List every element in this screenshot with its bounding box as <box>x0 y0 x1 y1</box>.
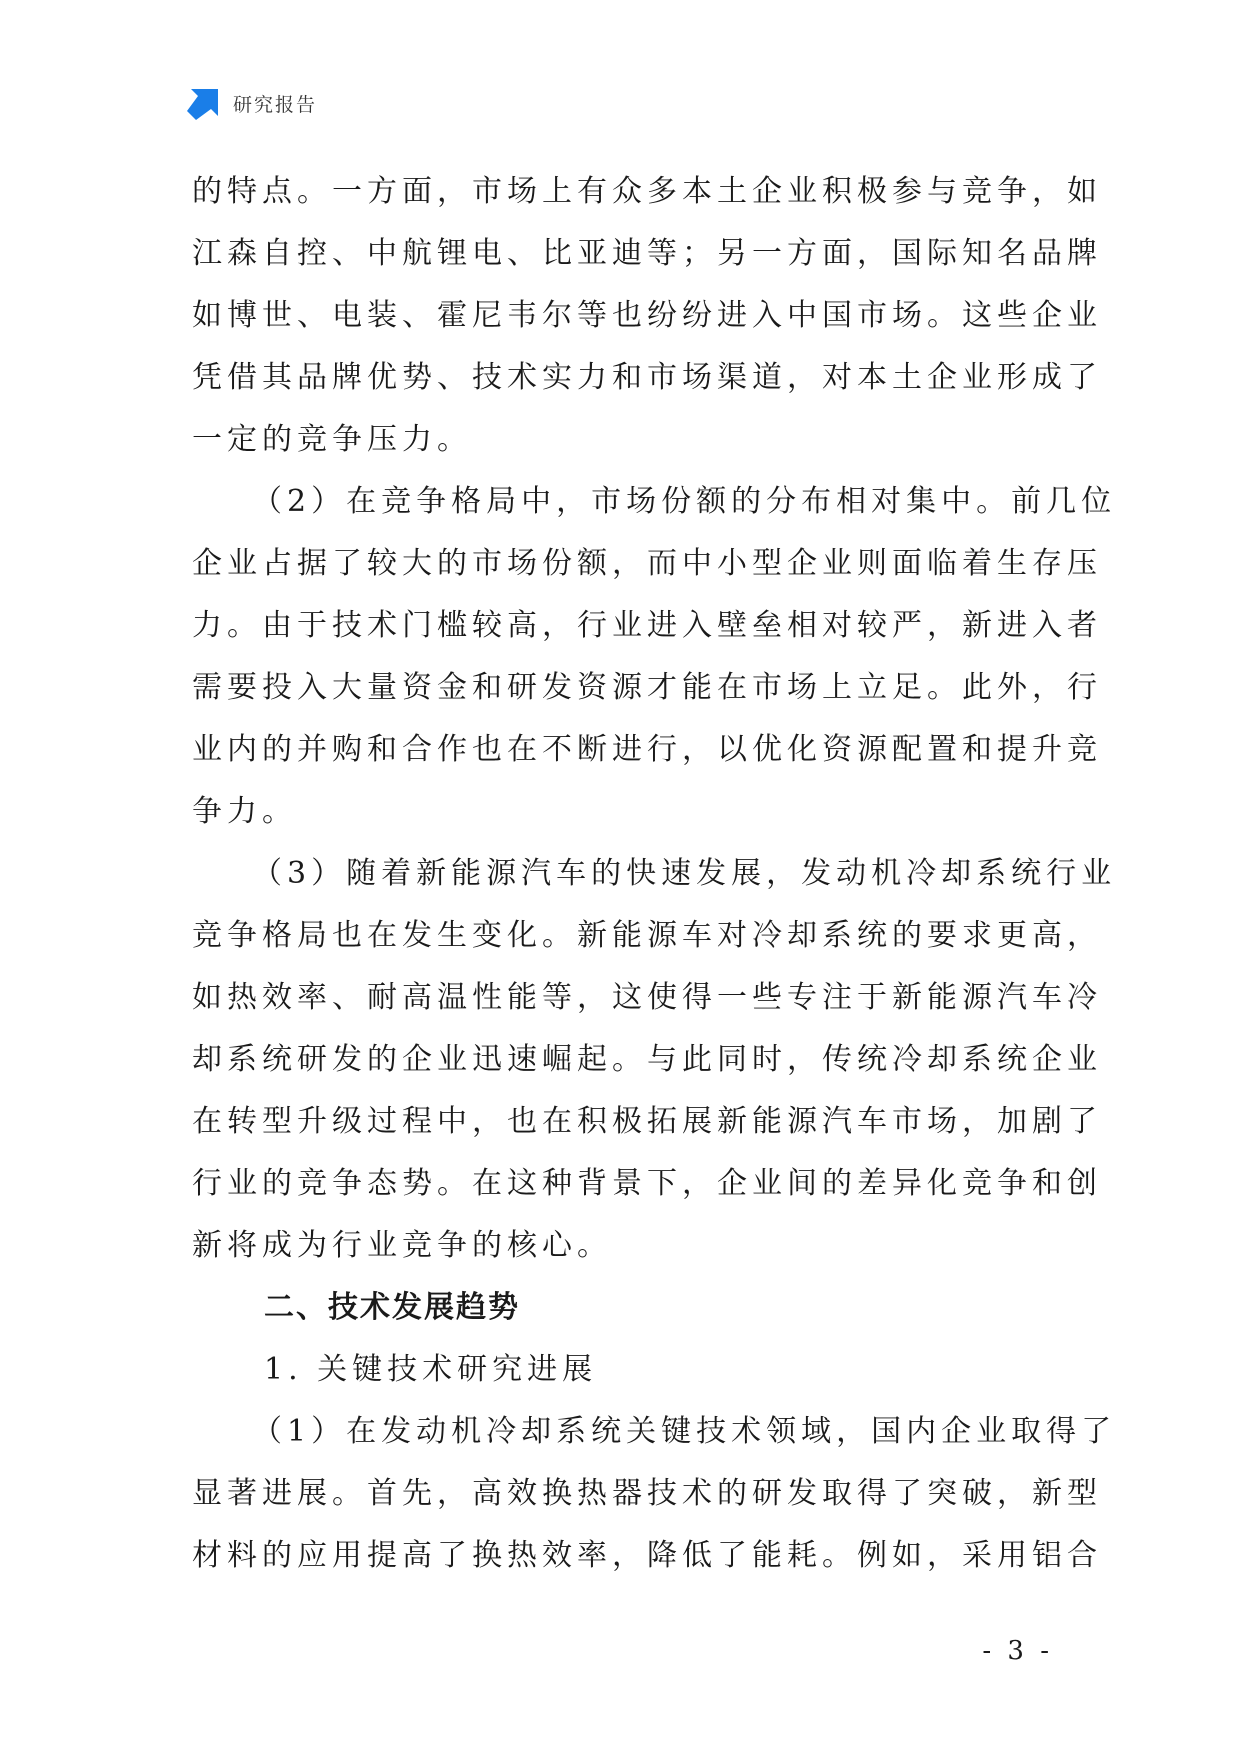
paragraph-line: 材料的应用提高了换热效率，降低了能耗。例如，采用铝合 <box>192 1538 1102 1573</box>
header-title: 研究报告 <box>233 93 318 116</box>
paragraph-line: 争力。 <box>192 794 297 829</box>
paragraph-line: 凭借其品牌优势、技术实力和市场渠道，对本土企业形成了 <box>192 360 1102 395</box>
paragraph-line: 力。由于技术门槛较高，行业进入壁垒相对较严，新进入者 <box>192 608 1102 643</box>
document-body <box>192 161 1117 1587</box>
paragraph-line: 行业的竞争态势。在这种背景下，企业间的差异化竞争和创 <box>192 1166 1102 1201</box>
report-header <box>187 86 317 120</box>
paragraph-line: （1）在发动机冷却系统关键技术领域，国内企业取得了 <box>252 1414 1117 1449</box>
paragraph-line: 在转型升级过程中，也在积极拓展新能源汽车市场，加剧了 <box>192 1104 1102 1139</box>
paragraph-line: 的特点。一方面，市场上有众多本土企业积极参与竞争，如 <box>192 174 1102 209</box>
paragraph-line: 江森自控、中航锂电、比亚迪等；另一方面，国际知名品牌 <box>192 236 1102 271</box>
paragraph-line: （3）随着新能源汽车的快速发展，发动机冷却系统行业 <box>252 856 1117 891</box>
paragraph-line: （2）在竞争格局中，市场份额的分布相对集中。前几位 <box>252 484 1117 519</box>
section-heading: 二、技术发展趋势 <box>264 1290 520 1325</box>
subsection-heading: 1. 关键技术研究进展 <box>264 1352 598 1387</box>
arrow-up-right-icon <box>187 86 221 120</box>
paragraph-line: 如热效率、耐高温性能等，这使得一些专注于新能源汽车冷 <box>192 980 1102 1015</box>
paragraph-line: 一定的竞争压力。 <box>192 422 472 457</box>
paragraph-line: 竞争格局也在发生变化。新能源车对冷却系统的要求更高， <box>192 918 1102 953</box>
page-number: - 3 - <box>982 1636 1053 1666</box>
paragraph-line: 需要投入大量资金和研发资源才能在市场上立足。此外，行 <box>192 670 1102 705</box>
paragraph-line: 显著进展。首先，高效换热器技术的研发取得了突破，新型 <box>192 1476 1102 1511</box>
paragraph-line: 业内的并购和合作也在不断进行，以优化资源配置和提升竞 <box>192 732 1102 767</box>
paragraph-line: 如博世、电装、霍尼韦尔等也纷纷进入中国市场。这些企业 <box>192 298 1102 333</box>
paragraph-line: 却系统研发的企业迅速崛起。与此同时，传统冷却系统企业 <box>192 1042 1102 1077</box>
paragraph-line: 新将成为行业竞争的核心。 <box>192 1228 612 1263</box>
paragraph-line: 企业占据了较大的市场份额，而中小型企业则面临着生存压 <box>192 546 1102 581</box>
